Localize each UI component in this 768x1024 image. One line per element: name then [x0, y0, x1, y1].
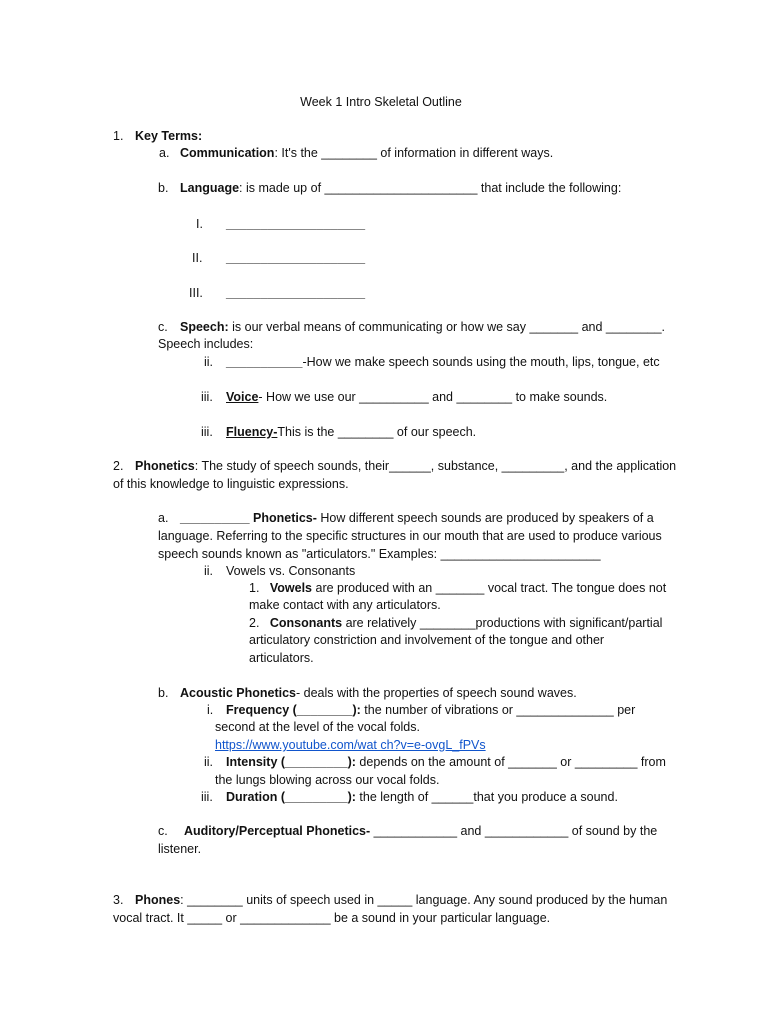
consonants-line1: 2. Consonants are relatively ________productions with significant/partial	[249, 616, 663, 630]
item-2b-text: Acoustic Phonetics- deals with the properties of speech sound waves.	[180, 686, 577, 700]
item-2a-line3: speech sounds known as "articulators." Examples: _______________________	[158, 547, 601, 561]
duration-marker: iii.	[201, 790, 213, 804]
roman-item-marker: III.	[189, 286, 203, 300]
consonants-line2: articulatory constriction and involvement of the tongue and other	[249, 633, 605, 647]
speech-include-marker: iii.	[201, 425, 213, 439]
intensity-marker: ii.	[204, 755, 214, 769]
intensity-line1: Intensity (_________): depends on the amount of _______ or _________ from	[226, 755, 666, 769]
sub-item-vowels-consonants: Vowels vs. Consonants	[226, 564, 356, 578]
section-3-line1: Phones: ________ units of speech used in _____ language. Any sound produced by the human	[135, 893, 668, 907]
item-2a-line2: language. Referring to the specific structures in our mouth that are used to produce various	[158, 529, 662, 543]
duration-line1: Duration (_________): the length of ______that you produce a sound.	[226, 790, 618, 804]
item-1a-marker: a.	[159, 146, 170, 160]
frequency-line2: second at the level of the vocal folds.	[215, 720, 420, 734]
item-2c-line2: listener.	[158, 842, 202, 856]
intensity-line2: the lungs blowing across our vocal folds.	[215, 773, 440, 787]
roman-item-marker: II.	[192, 251, 203, 265]
item-2c-line1: Auditory/Perceptual Phonetics- ____________ and ____________ of sound by the	[184, 824, 658, 838]
speech-include-marker: ii.	[204, 355, 214, 369]
item-1b-text: Language: is made up of ______________________ that include the following:	[180, 181, 622, 195]
speech-include-fluency: Fluency-This is the ________ of our speech.	[226, 425, 477, 439]
speech-include-voice: Voice- How we use our __________ and ________ to make sounds.	[226, 390, 608, 404]
document-title: Week 1 Intro Skeletal Outline	[300, 95, 462, 109]
item-2b-marker: b.	[158, 686, 169, 700]
item-1c-text: Speech: is our verbal means of communicating or how we say _______ and ________.	[180, 320, 666, 334]
roman-item-blank: ____________________	[226, 286, 366, 300]
section-2-number: 2.	[113, 459, 124, 473]
vowels-line1: 1. Vowels are produced with an _______ vocal tract. The tongue does not	[249, 581, 667, 595]
item-2a-line1: __________ Phonetics- How different speech sounds are produced by speakers of a	[180, 511, 654, 525]
section-1-heading: Key Terms:	[135, 129, 203, 143]
consonants-line3: articulators.	[249, 651, 314, 665]
section-2-line1: Phonetics: The study of speech sounds, their______, substance, _________, and the application	[135, 459, 677, 473]
vowels-line2: make contact with any articulators.	[249, 598, 441, 612]
section-3-line2: vocal tract. It _____ or _____________ be a sound in your particular language.	[113, 911, 551, 925]
sub-item-marker: ii.	[204, 564, 214, 578]
speech-include-marker: iii.	[201, 390, 213, 404]
frequency-video-link[interactable]	[215, 737, 486, 755]
section-2-line2: of this knowledge to linguistic expressions.	[113, 477, 349, 491]
item-1c-line2: Speech includes:	[158, 337, 254, 351]
roman-item-marker: I.	[196, 217, 203, 231]
section-1-number: 1.	[113, 129, 124, 143]
item-2a-marker: a.	[158, 511, 169, 525]
frequency-line1: Frequency (________): the number of vibrations or ______________ per	[226, 703, 636, 717]
youtube-link[interactable]: https://www.youtube.com/wat ch?v=e-ovgL_fPVs	[215, 738, 486, 752]
item-1b-marker: b.	[158, 181, 169, 195]
section-3-number: 3.	[113, 893, 124, 907]
speech-include-articulation: ___________-How we make speech sounds using the mouth, lips, tongue, etc	[226, 355, 660, 369]
frequency-marker: i.	[207, 703, 214, 717]
item-2c-marker: c.	[158, 824, 168, 838]
item-1c-marker: c.	[158, 320, 168, 334]
roman-item-blank: ____________________	[226, 251, 366, 265]
item-1a-text: Communication: It's the ________ of information in different ways.	[180, 146, 554, 160]
roman-item-blank: ____________________	[226, 217, 366, 231]
